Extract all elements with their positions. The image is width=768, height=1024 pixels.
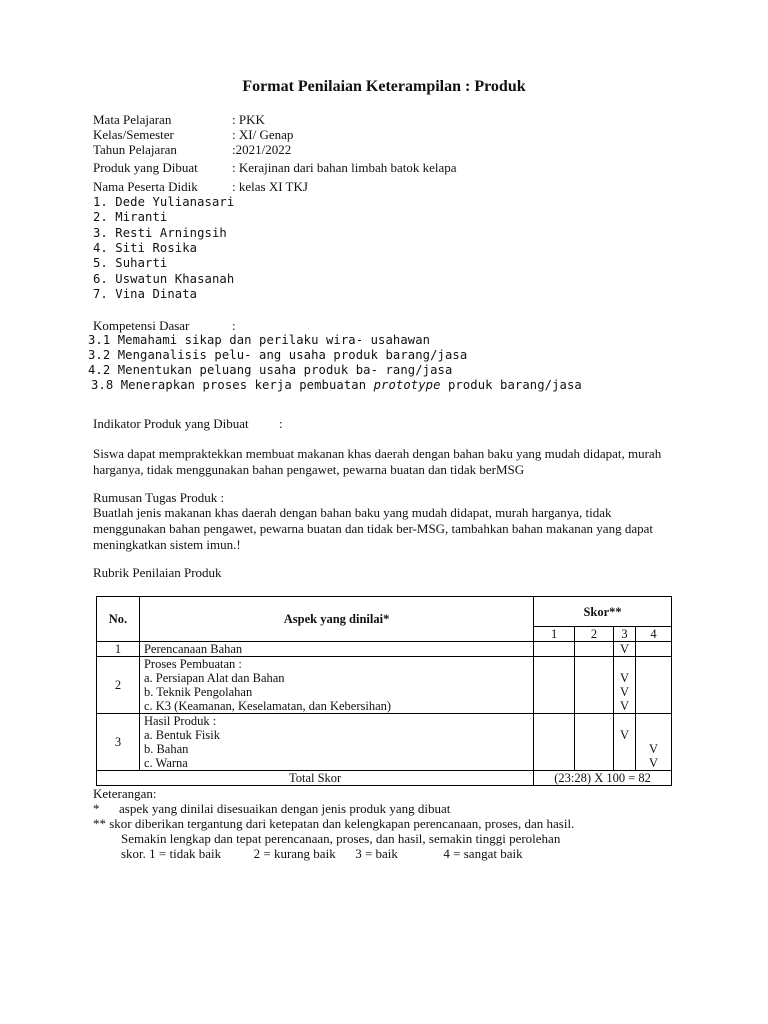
table-row xyxy=(97,714,672,771)
aspek-sub: c. Warna xyxy=(143,756,188,770)
total-label: Total Skor xyxy=(97,771,534,786)
aspek-head: Proses Pembuatan : xyxy=(143,657,242,671)
score-col-header: 3 xyxy=(614,627,636,642)
indikator-label: Indikator Produk yang Dibuat xyxy=(93,416,249,431)
kd-item: 3.1 Memahami sikap dan perilaku wira- usahawan xyxy=(88,333,431,347)
header-no: No. xyxy=(97,597,140,642)
info-label-nama: Nama Peserta Didik xyxy=(93,179,198,194)
kd-colon: : xyxy=(232,318,236,333)
score-mark xyxy=(579,728,609,742)
score-mark: V xyxy=(648,756,659,770)
score-mark xyxy=(579,685,609,699)
score-cell xyxy=(636,657,672,714)
keterangan-note-4: skor. 1 = tidak baik 2 = kurang baik 3 = baik 4 = sangat baik xyxy=(121,846,523,861)
score-mark: V xyxy=(619,642,630,656)
score-cell xyxy=(614,657,636,714)
aspek-head: Hasil Produk : xyxy=(143,714,217,728)
score-mark xyxy=(640,642,667,656)
info-value-tahun: :2021/2022 xyxy=(232,142,292,157)
score-mark xyxy=(579,699,609,713)
row-aspek xyxy=(139,657,533,714)
total-row xyxy=(97,771,672,786)
rumusan-text: Buatlah jenis makanan khas daerah dengan bahan baku yang mudah didapat, murah harganya, tidak menggunakan bahan pengawet, pewarna buatan dan tidak ber-MSG, tambahkan bahan makanan yang dapat meningkatkan sistem imun.! xyxy=(93,505,653,552)
score-mark xyxy=(579,671,609,685)
score-cell xyxy=(636,714,672,771)
row-no: 2 xyxy=(97,657,140,714)
kd-item: 3.2 Menganalisis pelu- ang usaha produk barang/jasa xyxy=(88,348,468,362)
row-no: 3 xyxy=(97,714,140,771)
table-row xyxy=(97,642,672,657)
score-mark: V xyxy=(619,728,630,742)
score-cell xyxy=(636,642,672,657)
score-mark xyxy=(640,728,667,742)
score-cell xyxy=(575,642,614,657)
score-cell xyxy=(575,657,614,714)
score-mark xyxy=(618,756,631,770)
info-value-mapel: : PKK xyxy=(232,112,265,127)
score-cell xyxy=(534,714,575,771)
score-col-header: 4 xyxy=(636,627,672,642)
score-mark xyxy=(640,685,667,699)
info-label-mapel: Mata Pelajaran xyxy=(93,112,172,127)
score-mark xyxy=(618,742,631,756)
info-value-kelas: : XI/ Genap xyxy=(232,127,294,142)
score-col-header: 2 xyxy=(575,627,614,642)
score-mark xyxy=(640,699,667,713)
keterangan-note-3: Semakin lengkap dan tepat perencanaan, proses, dan hasil, semakin tinggi perolehan xyxy=(121,831,561,846)
info-value-nama: : kelas XI TKJ xyxy=(232,179,308,194)
aspek-sub: b. Bahan xyxy=(143,742,189,756)
info-value-produk: : Kerajinan dari bahan limbah batok kelapa xyxy=(232,160,457,175)
row-aspek xyxy=(139,642,533,657)
score-cell xyxy=(534,642,575,657)
student-item: 1. Dede Yulianasari xyxy=(93,195,235,209)
keterangan-note-1: * aspek yang dinilai disesuaikan dengan jenis produk yang dibuat xyxy=(93,801,451,816)
info-label-produk: Produk yang Dibuat xyxy=(93,160,198,175)
row-aspek xyxy=(139,714,533,771)
score-cell xyxy=(534,657,575,714)
info-label-kelas: Kelas/Semester xyxy=(93,127,174,142)
student-item: 2. Miranti xyxy=(93,210,168,224)
aspek-sub: a. Bentuk Fisik xyxy=(143,728,220,742)
indikator-text: Siswa dapat mempraktekkan membuat makanan khas daerah dengan bahan baku yang mudah didapat, murah harganya, tidak menggunakan bahan pengawet, pewarna buatan dan tidak berMSG xyxy=(93,446,662,477)
kd-item-last xyxy=(91,378,582,392)
table-row xyxy=(97,657,672,714)
score-mark xyxy=(538,685,570,699)
aspek-sub: b. Teknik Pengolahan xyxy=(143,685,253,699)
score-mark xyxy=(538,728,570,742)
student-item: 6. Uswatun Khasanah xyxy=(93,272,235,286)
score-cell xyxy=(614,642,636,657)
keterangan-label: Keterangan: xyxy=(93,786,157,801)
student-item: 3. Resti Arningsih xyxy=(93,226,227,240)
score-mark xyxy=(538,699,570,713)
indikator-colon: : xyxy=(279,416,283,431)
score-mark: V xyxy=(619,699,630,713)
header-skor: Skor** xyxy=(534,597,672,627)
score-cell xyxy=(575,714,614,771)
total-value: (23:28) X 100 = 82 xyxy=(534,771,672,786)
score-mark xyxy=(579,742,609,756)
rubric-table xyxy=(96,596,672,786)
aspek-sub: c. K3 (Keamanan, Keselamatan, dan Kebersihan) xyxy=(143,699,392,713)
student-item: 5. Suharti xyxy=(93,256,168,270)
info-label-tahun: Tahun Pelajaran xyxy=(93,142,177,157)
page-title: Format Penilaian Keterampilan : Produk xyxy=(242,78,526,95)
rumusan-label: Rumusan Tugas Produk : xyxy=(93,490,225,505)
student-item: 4. Siti Rosika xyxy=(93,241,198,255)
score-mark xyxy=(538,742,570,756)
score-mark xyxy=(538,671,570,685)
aspek-sub: a. Persiapan Alat dan Bahan xyxy=(143,671,285,685)
kd-item: 4.2 Menentukan peluang usaha produk ba- rang/jasa xyxy=(88,363,453,377)
score-mark xyxy=(579,756,609,770)
score-mark xyxy=(538,756,570,770)
score-mark xyxy=(640,671,667,685)
score-mark: V xyxy=(648,742,659,756)
header-aspek: Aspek yang dinilai* xyxy=(139,597,533,642)
kd-last-post: produk barang/jasa xyxy=(440,378,582,392)
score-cell xyxy=(614,714,636,771)
score-mark xyxy=(538,642,570,656)
score-mark xyxy=(579,642,609,656)
score-mark: V xyxy=(619,671,630,685)
score-col-header: 1 xyxy=(534,627,575,642)
kd-label: Kompetensi Dasar xyxy=(93,318,190,333)
kd-last-pre: 3.8 Menerapkan proses kerja pembuatan xyxy=(91,378,374,392)
aspek-head: Perencanaan Bahan xyxy=(143,642,243,656)
rubrik-label: Rubrik Penilaian Produk xyxy=(93,565,222,580)
score-mark: V xyxy=(619,685,630,699)
student-item: 7. Vina Dinata xyxy=(93,287,198,301)
keterangan-note-2: ** skor diberikan tergantung dari ketepatan dan kelengkapan perencanaan, proses, dan hasil. xyxy=(93,816,575,831)
row-no: 1 xyxy=(97,642,140,657)
kd-last-em: prototype xyxy=(373,378,441,392)
